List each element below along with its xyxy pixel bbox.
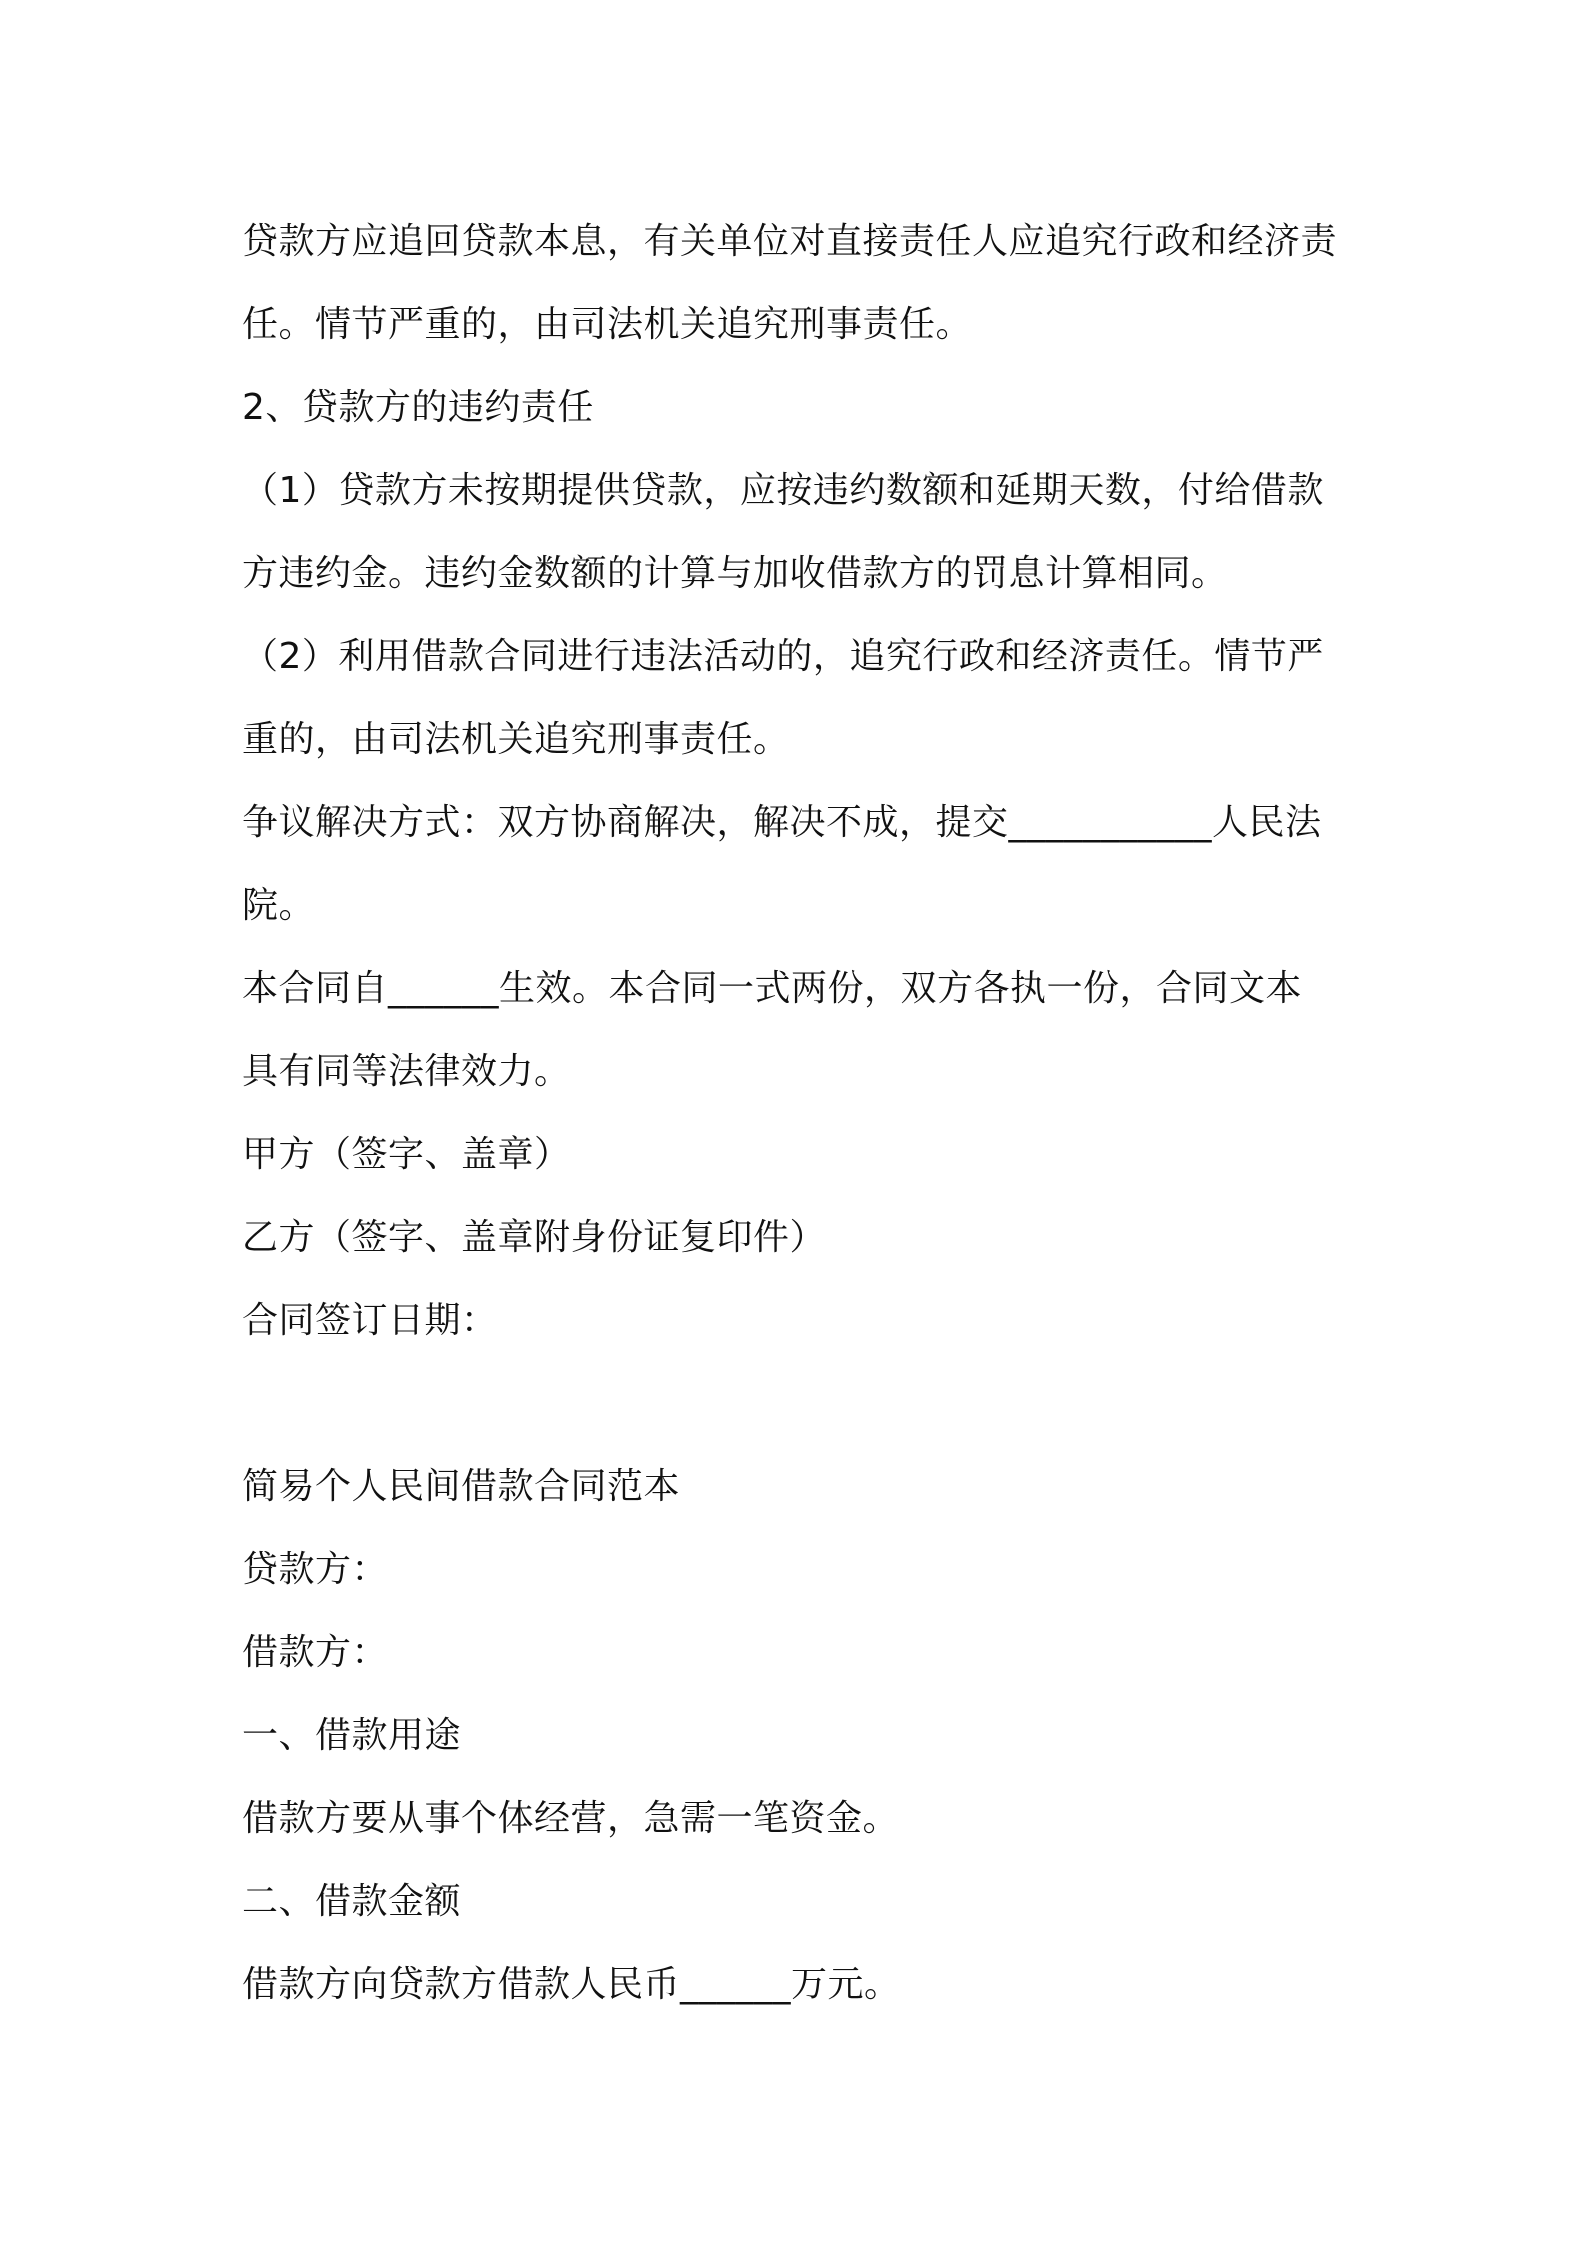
paragraph-line: 重的，由司法机关追究刑事责任。 xyxy=(242,719,790,760)
paragraph-line: （2）利用借款合同进行违法活动的，追究行政和经济责任。情节严 xyxy=(242,636,1324,677)
paragraph-line: 本合同自______生效。本合同一式两份，双方各执一份，合同文本 xyxy=(242,968,1303,1009)
section-heading: 二、借款金额 xyxy=(242,1881,462,1922)
section-spacer xyxy=(242,1362,1362,1445)
section-heading: 一、借款用途 xyxy=(242,1715,462,1756)
section-heading: 2、贷款方的违约责任 xyxy=(242,387,594,428)
paragraph-line: 借款方要从事个体经营，急需一笔资金。 xyxy=(242,1798,900,1839)
lender-line: 贷款方： xyxy=(242,1549,389,1590)
paragraph-line: （1）贷款方未按期提供贷款，应按违约数额和延期天数，付给借款 xyxy=(242,470,1324,511)
paragraph-line: 贷款方应追回贷款本息，有关单位对直接责任人应追究行政和经济责 xyxy=(242,221,1338,262)
paragraph-line: 方违约金。违约金数额的计算与加收借款方的罚息计算相同。 xyxy=(242,553,1228,594)
document-body xyxy=(242,200,1362,2026)
party-b-signature-line: 乙方（签字、盖章附身份证复印件） xyxy=(242,1217,827,1258)
party-a-signature-line: 甲方（签字、盖章） xyxy=(242,1134,571,1175)
paragraph-line: 任。情节严重的，由司法机关追究刑事责任。 xyxy=(242,304,973,345)
borrower-line: 借款方： xyxy=(242,1632,389,1673)
paragraph-line: 院。 xyxy=(242,885,316,926)
paragraph-line: 具有同等法律效力。 xyxy=(242,1051,571,1092)
signing-date-line: 合同签订日期： xyxy=(242,1300,498,1341)
document-title: 简易个人民间借款合同范本 xyxy=(242,1466,681,1507)
paragraph-line: 借款方向贷款方借款人民币______万元。 xyxy=(242,1964,901,2005)
paragraph-line: 争议解决方式：双方协商解决，解决不成，提交___________人民法 xyxy=(242,802,1322,843)
